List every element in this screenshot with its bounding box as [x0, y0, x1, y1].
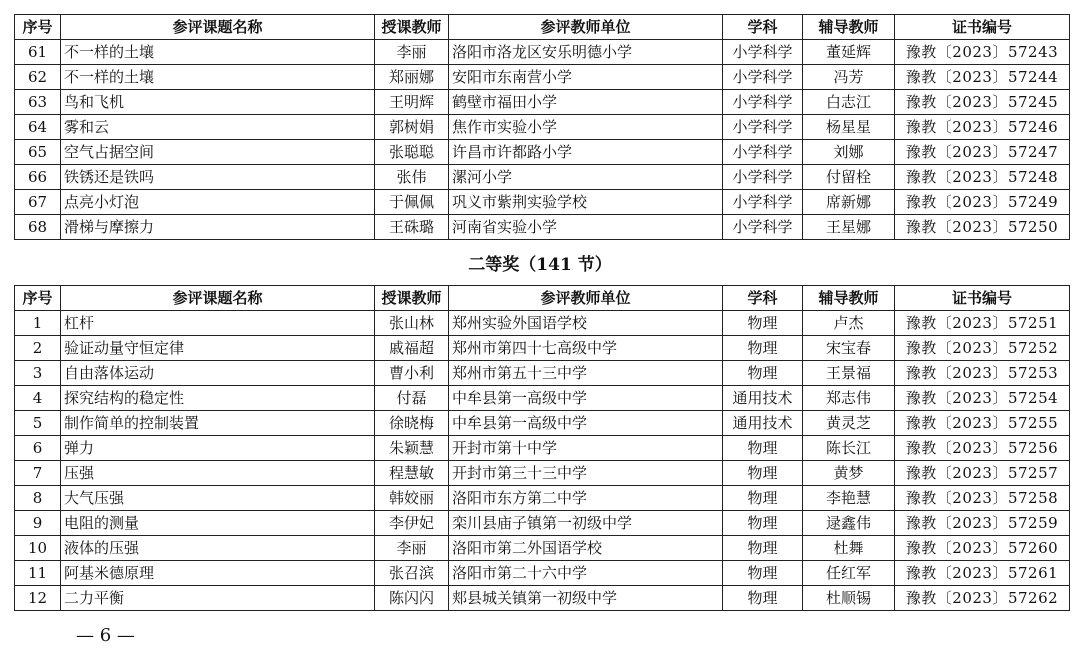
- cell-index: 6: [15, 436, 61, 461]
- cell-subject: 物理: [723, 561, 803, 586]
- table-row: [15, 65, 1070, 90]
- cell-index: 66: [15, 165, 61, 190]
- cell-teacher: 徐晓梅: [375, 411, 449, 436]
- cell-topic: 大气压强: [61, 486, 375, 511]
- section-title: 二等奖（141 节）: [468, 255, 612, 275]
- cell-certificate: 豫教〔2023〕57247: [895, 140, 1070, 165]
- cell-school: 洛阳市第二外国语学校: [449, 536, 723, 561]
- cell-index: 9: [15, 511, 61, 536]
- cell-subject: 物理: [723, 586, 803, 611]
- cell-tutor: 陈长江: [803, 436, 895, 461]
- table-row: [15, 386, 1070, 411]
- cell-teacher: 王明辉: [375, 90, 449, 115]
- cell-school: 河南省实验小学: [449, 215, 723, 240]
- cell-index: 8: [15, 486, 61, 511]
- cell-teacher: 于佩佩: [375, 190, 449, 215]
- cell-certificate: 豫教〔2023〕57259: [895, 511, 1070, 536]
- cell-certificate: 豫教〔2023〕57255: [895, 411, 1070, 436]
- cell-certificate: 豫教〔2023〕57243: [895, 40, 1070, 65]
- table-row: [15, 336, 1070, 361]
- cell-school: 郑州市第四十七高级中学: [449, 336, 723, 361]
- cell-school: 郑州市第五十三中学: [449, 361, 723, 386]
- cell-school: 中牟县第一高级中学: [449, 386, 723, 411]
- cell-teacher: 陈闪闪: [375, 586, 449, 611]
- table-row: [15, 165, 1070, 190]
- header-teacher: 授课教师: [375, 15, 449, 40]
- table-row: [15, 115, 1070, 140]
- cell-index: 62: [15, 65, 61, 90]
- cell-teacher: 张山林: [375, 311, 449, 336]
- cell-subject: 小学科学: [723, 140, 803, 165]
- cell-school: 开封市第十中学: [449, 436, 723, 461]
- table-body: [15, 311, 1070, 611]
- cell-teacher: 郑丽娜: [375, 65, 449, 90]
- cell-certificate: 豫教〔2023〕57254: [895, 386, 1070, 411]
- cell-tutor: 郑志伟: [803, 386, 895, 411]
- table-row: [15, 561, 1070, 586]
- cell-tutor: 卢杰: [803, 311, 895, 336]
- cell-subject: 物理: [723, 536, 803, 561]
- cell-school: 洛阳市洛龙区安乐明德小学: [449, 40, 723, 65]
- cell-index: 12: [15, 586, 61, 611]
- cell-certificate: 豫教〔2023〕57249: [895, 190, 1070, 215]
- cell-teacher: 付磊: [375, 386, 449, 411]
- cell-subject: 物理: [723, 336, 803, 361]
- cell-topic: 弹力: [61, 436, 375, 461]
- cell-tutor: 逯鑫伟: [803, 511, 895, 536]
- cell-index: 64: [15, 115, 61, 140]
- cell-school: 安阳市东南营小学: [449, 65, 723, 90]
- table-row: [15, 215, 1070, 240]
- cell-topic: 制作简单的控制装置: [61, 411, 375, 436]
- table-header-row: [15, 15, 1070, 40]
- cell-tutor: 任红军: [803, 561, 895, 586]
- cell-tutor: 席新娜: [803, 190, 895, 215]
- cell-topic: 空气占据空间: [61, 140, 375, 165]
- cell-teacher: 张聪聪: [375, 140, 449, 165]
- cell-tutor: 杜顺锡: [803, 586, 895, 611]
- table-row: [15, 461, 1070, 486]
- page-number: — 6 —: [76, 625, 135, 646]
- cell-topic: 二力平衡: [61, 586, 375, 611]
- table-row: [15, 361, 1070, 386]
- header-certificate: 证书编号: [895, 15, 1070, 40]
- cell-school: 洛阳市第二十六中学: [449, 561, 723, 586]
- table-row: [15, 411, 1070, 436]
- cell-subject: 小学科学: [723, 115, 803, 140]
- cell-teacher: 李伊妃: [375, 511, 449, 536]
- award-table-first-prize: [14, 14, 1070, 240]
- header-school: 参评教师单位: [449, 286, 723, 311]
- cell-certificate: 豫教〔2023〕57256: [895, 436, 1070, 461]
- cell-subject: 物理: [723, 361, 803, 386]
- cell-teacher: 曹小利: [375, 361, 449, 386]
- cell-certificate: 豫教〔2023〕57245: [895, 90, 1070, 115]
- cell-index: 67: [15, 190, 61, 215]
- cell-teacher: 李丽: [375, 536, 449, 561]
- cell-school: 洛阳市东方第二中学: [449, 486, 723, 511]
- cell-index: 61: [15, 40, 61, 65]
- table-row: [15, 140, 1070, 165]
- cell-tutor: 白志江: [803, 90, 895, 115]
- cell-tutor: 王景福: [803, 361, 895, 386]
- cell-certificate: 豫教〔2023〕57260: [895, 536, 1070, 561]
- cell-topic: 探究结构的稳定性: [61, 386, 375, 411]
- cell-subject: 物理: [723, 436, 803, 461]
- header-subject: 学科: [723, 15, 803, 40]
- cell-certificate: 豫教〔2023〕57250: [895, 215, 1070, 240]
- table-body: [15, 40, 1070, 240]
- cell-tutor: 杨星星: [803, 115, 895, 140]
- cell-subject: 小学科学: [723, 215, 803, 240]
- cell-subject: 小学科学: [723, 165, 803, 190]
- cell-tutor: 刘娜: [803, 140, 895, 165]
- cell-subject: 物理: [723, 461, 803, 486]
- header-index: 序号: [15, 15, 61, 40]
- cell-teacher: 张召滨: [375, 561, 449, 586]
- cell-index: 7: [15, 461, 61, 486]
- cell-index: 4: [15, 386, 61, 411]
- table-header-row: [15, 286, 1070, 311]
- cell-certificate: 豫教〔2023〕57261: [895, 561, 1070, 586]
- cell-certificate: 豫教〔2023〕57253: [895, 361, 1070, 386]
- cell-topic: 液体的压强: [61, 536, 375, 561]
- cell-school: 郏县城关镇第一初级中学: [449, 586, 723, 611]
- cell-certificate: 豫教〔2023〕57257: [895, 461, 1070, 486]
- cell-tutor: 冯芳: [803, 65, 895, 90]
- cell-teacher: 李丽: [375, 40, 449, 65]
- cell-topic: 点亮小灯泡: [61, 190, 375, 215]
- header-certificate: 证书编号: [895, 286, 1070, 311]
- cell-topic: 鸟和飞机: [61, 90, 375, 115]
- table-row: [15, 311, 1070, 336]
- cell-topic: 滑梯与摩擦力: [61, 215, 375, 240]
- cell-index: 5: [15, 411, 61, 436]
- cell-index: 2: [15, 336, 61, 361]
- cell-school: 许昌市许都路小学: [449, 140, 723, 165]
- cell-teacher: 韩姣丽: [375, 486, 449, 511]
- table-row: [15, 90, 1070, 115]
- cell-tutor: 宋宝春: [803, 336, 895, 361]
- cell-teacher: 王硃璐: [375, 215, 449, 240]
- cell-index: 65: [15, 140, 61, 165]
- cell-subject: 物理: [723, 511, 803, 536]
- header-school: 参评教师单位: [449, 15, 723, 40]
- cell-teacher: 郭树娟: [375, 115, 449, 140]
- cell-tutor: 董延辉: [803, 40, 895, 65]
- header-topic: 参评课题名称: [61, 15, 375, 40]
- cell-index: 1: [15, 311, 61, 336]
- cell-school: 鹤壁市福田小学: [449, 90, 723, 115]
- cell-certificate: 豫教〔2023〕57244: [895, 65, 1070, 90]
- header-topic: 参评课题名称: [61, 286, 375, 311]
- table-row: [15, 536, 1070, 561]
- cell-certificate: 豫教〔2023〕57252: [895, 336, 1070, 361]
- cell-teacher: 朱颖慧: [375, 436, 449, 461]
- table-row: [15, 436, 1070, 461]
- cell-tutor: 付留栓: [803, 165, 895, 190]
- cell-school: 开封市第三十三中学: [449, 461, 723, 486]
- header-tutor: 辅导教师: [803, 15, 895, 40]
- cell-topic: 电阻的测量: [61, 511, 375, 536]
- cell-index: 11: [15, 561, 61, 586]
- cell-subject: 小学科学: [723, 190, 803, 215]
- cell-subject: 物理: [723, 486, 803, 511]
- cell-tutor: 杜舞: [803, 536, 895, 561]
- cell-topic: 不一样的土壤: [61, 40, 375, 65]
- cell-tutor: 黄灵芝: [803, 411, 895, 436]
- cell-certificate: 豫教〔2023〕57248: [895, 165, 1070, 190]
- cell-tutor: 李艳慧: [803, 486, 895, 511]
- cell-subject: 小学科学: [723, 40, 803, 65]
- cell-topic: 阿基米德原理: [61, 561, 375, 586]
- cell-subject: 通用技术: [723, 411, 803, 436]
- cell-school: 中牟县第一高级中学: [449, 411, 723, 436]
- cell-topic: 自由落体运动: [61, 361, 375, 386]
- table-row: [15, 486, 1070, 511]
- header-subject: 学科: [723, 286, 803, 311]
- cell-subject: 通用技术: [723, 386, 803, 411]
- cell-index: 68: [15, 215, 61, 240]
- cell-school: 巩义市紫荆实验学校: [449, 190, 723, 215]
- cell-topic: 铁锈还是铁吗: [61, 165, 375, 190]
- cell-tutor: 黄梦: [803, 461, 895, 486]
- table-row: [15, 511, 1070, 536]
- cell-topic: 雾和云: [61, 115, 375, 140]
- cell-topic: 不一样的土壤: [61, 65, 375, 90]
- cell-index: 10: [15, 536, 61, 561]
- cell-school: 郑州实验外国语学校: [449, 311, 723, 336]
- cell-school: 栾川县庙子镇第一初级中学: [449, 511, 723, 536]
- cell-school: 漯河小学: [449, 165, 723, 190]
- header-teacher: 授课教师: [375, 286, 449, 311]
- cell-index: 3: [15, 361, 61, 386]
- cell-topic: 压强: [61, 461, 375, 486]
- cell-subject: 小学科学: [723, 65, 803, 90]
- cell-tutor: 王星娜: [803, 215, 895, 240]
- table-row: [15, 40, 1070, 65]
- cell-certificate: 豫教〔2023〕57262: [895, 586, 1070, 611]
- header-tutor: 辅导教师: [803, 286, 895, 311]
- cell-certificate: 豫教〔2023〕57258: [895, 486, 1070, 511]
- cell-index: 63: [15, 90, 61, 115]
- cell-teacher: 张伟: [375, 165, 449, 190]
- table-row: [15, 586, 1070, 611]
- header-index: 序号: [15, 286, 61, 311]
- table-row: [15, 190, 1070, 215]
- award-table-second-prize: [14, 285, 1070, 611]
- cell-subject: 物理: [723, 311, 803, 336]
- cell-subject: 小学科学: [723, 90, 803, 115]
- cell-topic: 验证动量守恒定律: [61, 336, 375, 361]
- cell-certificate: 豫教〔2023〕57246: [895, 115, 1070, 140]
- cell-school: 焦作市实验小学: [449, 115, 723, 140]
- cell-topic: 杠杆: [61, 311, 375, 336]
- cell-teacher: 戚福超: [375, 336, 449, 361]
- cell-teacher: 程慧敏: [375, 461, 449, 486]
- cell-certificate: 豫教〔2023〕57251: [895, 311, 1070, 336]
